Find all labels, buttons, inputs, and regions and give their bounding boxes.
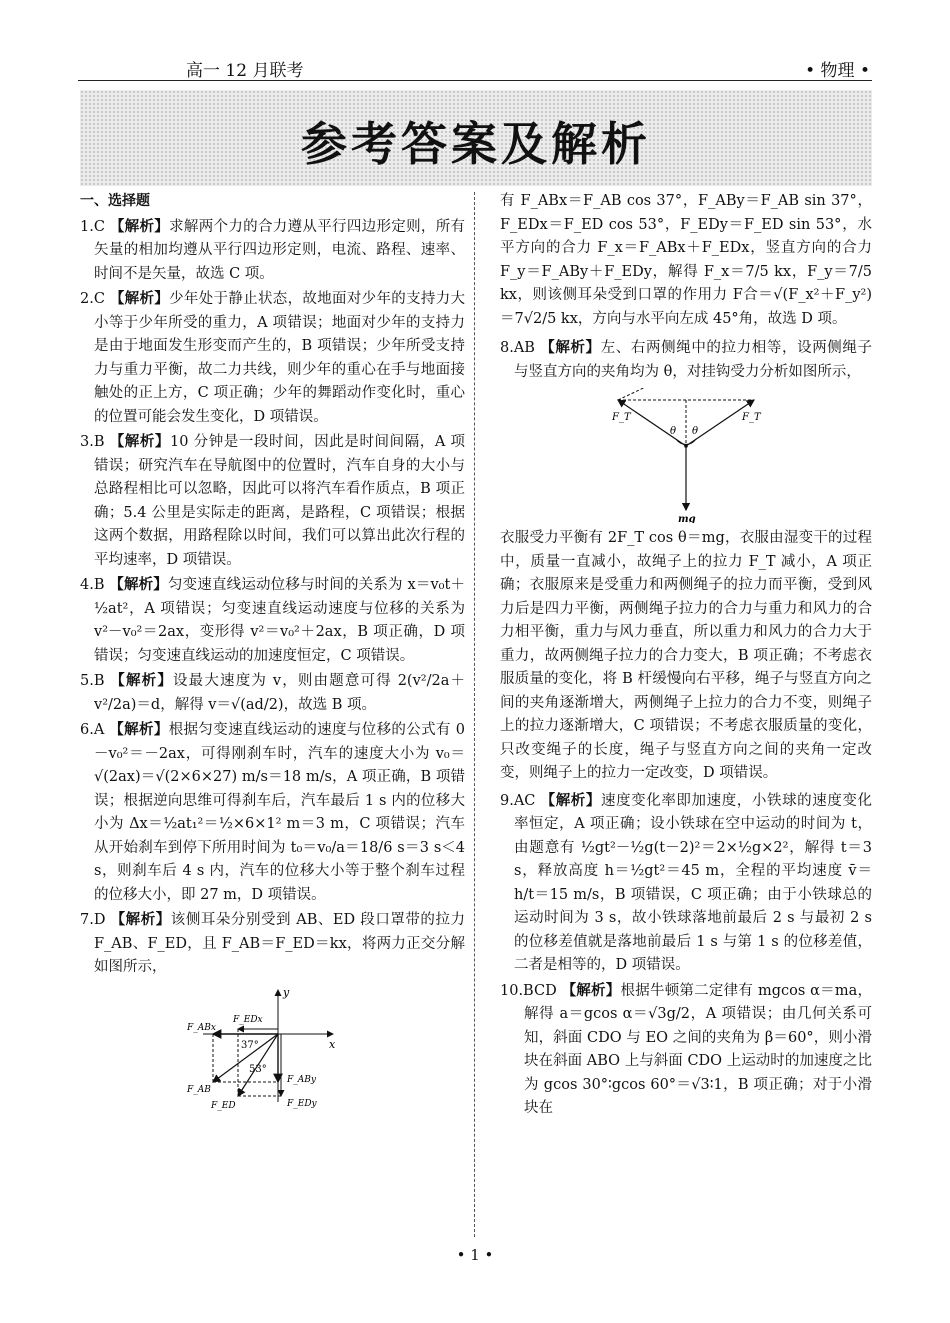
answer-number: 2.C: [80, 291, 105, 307]
answer-9: [500, 790, 872, 978]
label-fedx: F_EDx: [232, 1014, 263, 1025]
answer-text: 少年处于静止状态，故地面对少年的支持力大小等于少年所受的重力，A 项错误；地面对少年的支持力是由于地面发生形变而产生的，B 项错误；少年所受支持力与重力平衡，故二力共线，则少年的重心在手与地面接触处的正上方，C 项正确；少年的舞蹈动作变化时，重心的位置可能会发生变化，D 项错误。: [94, 291, 466, 425]
tension-left-arrow: [618, 400, 686, 446]
answer-number: 7.D: [80, 912, 106, 928]
answer-6: [80, 719, 465, 907]
answer-2: [80, 288, 465, 429]
analysis-tag: 【解析】: [540, 792, 601, 809]
page-title: 参考答案及解析: [301, 117, 651, 171]
force-decomposition-diagram: [183, 984, 363, 1119]
answer-text: 10 分钟是一段时间，因此是时间间隔，A 项错误；研究汽车在导航图中的位置时，汽车自身的大小与总路程相比可以忽略，因此可以将汽车看作质点，B 项正确；5.4 公里是实际走的距离，是路程，C 项错误；根据这两个数据，用路程除以时间，我们可以算出此次行程的平均速率，D 项错误。: [94, 434, 466, 568]
section-heading: 一、选择题: [80, 193, 150, 209]
axis-label-y: y: [282, 985, 289, 999]
answer-number: 3.B: [80, 434, 105, 450]
label-fab: F_AB: [186, 1084, 211, 1095]
answer-number: 5.B: [80, 673, 105, 689]
left-column: [80, 190, 465, 1123]
answer-4: [80, 574, 465, 668]
answer-text: 根据牛顿第二定律有 mgcos α＝ma，解得 a＝gcos α＝√3g/2，A 项错误；由几何关系可知，斜面 CDO 与 EO 之间的夹角为 β＝60°，则小滑块在斜面 ABO 上与斜面 CDO 上运动时的加速度之比为 gcos 30°∶gcos 60°＝√3∶1，B 项正确；对于小滑块在: [524, 982, 872, 1116]
label-fed: F_ED: [210, 1100, 236, 1111]
label-theta-right: θ: [692, 426, 699, 437]
answer-text: 求解两个力的合力遵从平行四边形定则，所有矢量的相加均遵从平行四边形定则，电流、路程、速率、时间不是矢量，故选 C 项。: [94, 218, 466, 282]
tension-right-arrow: [686, 400, 754, 446]
hook-force-diagram: [596, 388, 776, 523]
answer-3: [80, 431, 465, 572]
analysis-tag: 【解析】: [109, 218, 170, 235]
answer-text: 设最大速度为 v，则由题意可得 2(v²/2a＋v²/2a)＝d，解得 v＝√(ad/2)，故选 B 项。: [94, 673, 466, 713]
label-mg: mg: [678, 514, 696, 523]
page-number: • 1 •: [456, 1246, 494, 1264]
answer-number: 9.AC: [500, 792, 536, 809]
dashed-left-diag: [618, 388, 686, 400]
header-left: 高一 12 月联考: [186, 61, 304, 81]
dashed-left-edge: [618, 388, 686, 400]
analysis-tag: 【解析】: [109, 291, 170, 307]
analysis-tag: 【解析】: [540, 340, 601, 356]
header-rule: [78, 80, 872, 81]
answer-7: [80, 909, 465, 980]
analysis-tag: 【解析】: [109, 722, 169, 738]
label-fedy: F_EDy: [286, 1098, 317, 1109]
header-right: • 物理 •: [805, 61, 870, 81]
analysis-tag: 【解析】: [110, 673, 173, 689]
axis-label-x: x: [328, 1037, 335, 1051]
label-ft-right: F_T: [742, 412, 761, 423]
answer-1: [80, 216, 465, 287]
label-53: 53°: [248, 1063, 267, 1075]
answer-text: 左、右两侧绳中的拉力相等，设两侧绳子与竖直方向的夹角均为 θ，对挂钩受力分析如图所示，: [514, 340, 873, 380]
answer-text: 匀变速直线运动位移与时间的关系为 x＝v₀t＋½at²，A 项错误；匀变速直线运动速度与位移的关系为 v²－v₀²＝2ax，变形得 v²＝v₀²＋2ax，B 项正确，D 项错误；匀变速直线运动的加速度恒定，C 项错误。: [94, 577, 465, 664]
right-column: [500, 190, 872, 1123]
answer-text: 速度变化率即加速度，小铁球的速度变化率恒定，A 项正确；设小铁球在空中运动的时间为 t，由题意有 ½gt²－½g(t－2)²＝2×½g×2²，解得 t＝3 s，释放高度 h＝½gt²＝45 m，全程的平均速度 v̄＝h/t＝15 m/s，B 项错误，C 项正确；由于小铁球总的运动时间为 3 s，故小铁球落地前最后 2 s 与最初 2 s 的位移差值就是落地前最后 1 s 与第 1 s 的位移差值，二者是相等的，D 项错误。: [514, 792, 873, 973]
answer-text: 根据匀变速直线运动的速度与位移的公式有 0－v₀²＝－2ax，可得刚刹车时，汽车的速度大小为 v₀＝√(2ax)＝√(2×6×27) m/s＝18 m/s，A 项正确，B 项错误；根据逆向思维可得刹车后，汽车最后 1 s 内的位移大小为 Δx＝½at₁²＝½×6×1² m＝3 m，C 项错误；汽车从开始刹车到停下所用时间为 t₀＝v₀/a＝18/6 s＝3 s＜4 s，则刹车后 4 s 内，汽车的位移大小等于整个刹车过程的位移大小，即 27 m，D 项错误。: [94, 722, 466, 903]
answer-8: [500, 337, 872, 384]
label-fabx: F_ABx: [186, 1022, 216, 1033]
answer-number: 8.AB: [500, 340, 535, 356]
analysis-tag: 【解析】: [561, 982, 621, 999]
answer-text: 该侧耳朵分别受到 AB、ED 段口罩带的拉力 F_AB、F_ED，且 F_AB＝F_ED＝kx，将两力正交分解如图所示，: [94, 912, 466, 975]
answer-number: 6.A: [80, 722, 105, 738]
label-theta-left: θ: [670, 426, 677, 437]
answer-number: 1.C: [80, 218, 105, 235]
label-ft-left: F_T: [612, 412, 631, 423]
analysis-tag: 【解析】: [110, 912, 171, 928]
answer-5: [80, 670, 465, 717]
analysis-tag: 【解析】: [109, 434, 170, 450]
label-faby: F_ABy: [286, 1074, 316, 1085]
answer-10: [500, 980, 872, 1121]
column-divider: [474, 192, 475, 1237]
answer-number: 4.B: [80, 577, 105, 593]
answer-7-continued: 有 F_ABx＝F_AB cos 37°，F_ABy＝F_AB sin 37°，F_EDx＝F_ED cos 53°，F_EDy＝F_ED sin 53°，水平方向的合力 F_x＝F_ABx＋F_EDx，竖直方向的合力 F_y＝F_ABy＋F_EDy，解得 F_x＝7/5 kx，F_y＝7/5 kx，则该侧耳朵受到口罩的作用力 F合＝√(F_x²＋F_y²)＝7√2/5 kx，方向与水平向左成 45°角，故选 D 项。: [500, 193, 872, 327]
dashed-left: [618, 388, 686, 400]
analysis-tag: 【解析】: [109, 577, 168, 593]
answer-8-continued: 衣服受力平衡有 2F_T cos θ＝mg，衣服由湿变干的过程中，质量一直减小，故绳子上的拉力 F_T 减小，A 项正确；衣服原来是受重力和两侧绳子的拉力而平衡，受到风力后是四力平衡，两侧绳子拉力的合力与重力和风力的合力相平衡，重力与风力垂直，所以重力和风力的合力大于重力，故两侧绳子拉力的合力变大，B 项正确；不考虑衣服质量的变化，将 B 杆缓慢向右平移，绳子与竖直方向之间的夹角逐渐增大，两侧绳子上拉力的合力不变，则绳子上的拉力逐渐增大，C 项错误；不考虑衣服质量的变化，只改变绳子的长度，绳子与竖直方向之间的夹角一定改变，则绳子上的拉力一定改变，D 项错误。: [500, 530, 872, 781]
label-37: 37°: [240, 1039, 259, 1051]
title-banner: [80, 90, 872, 186]
answer-number: 10.BCD: [500, 982, 557, 999]
